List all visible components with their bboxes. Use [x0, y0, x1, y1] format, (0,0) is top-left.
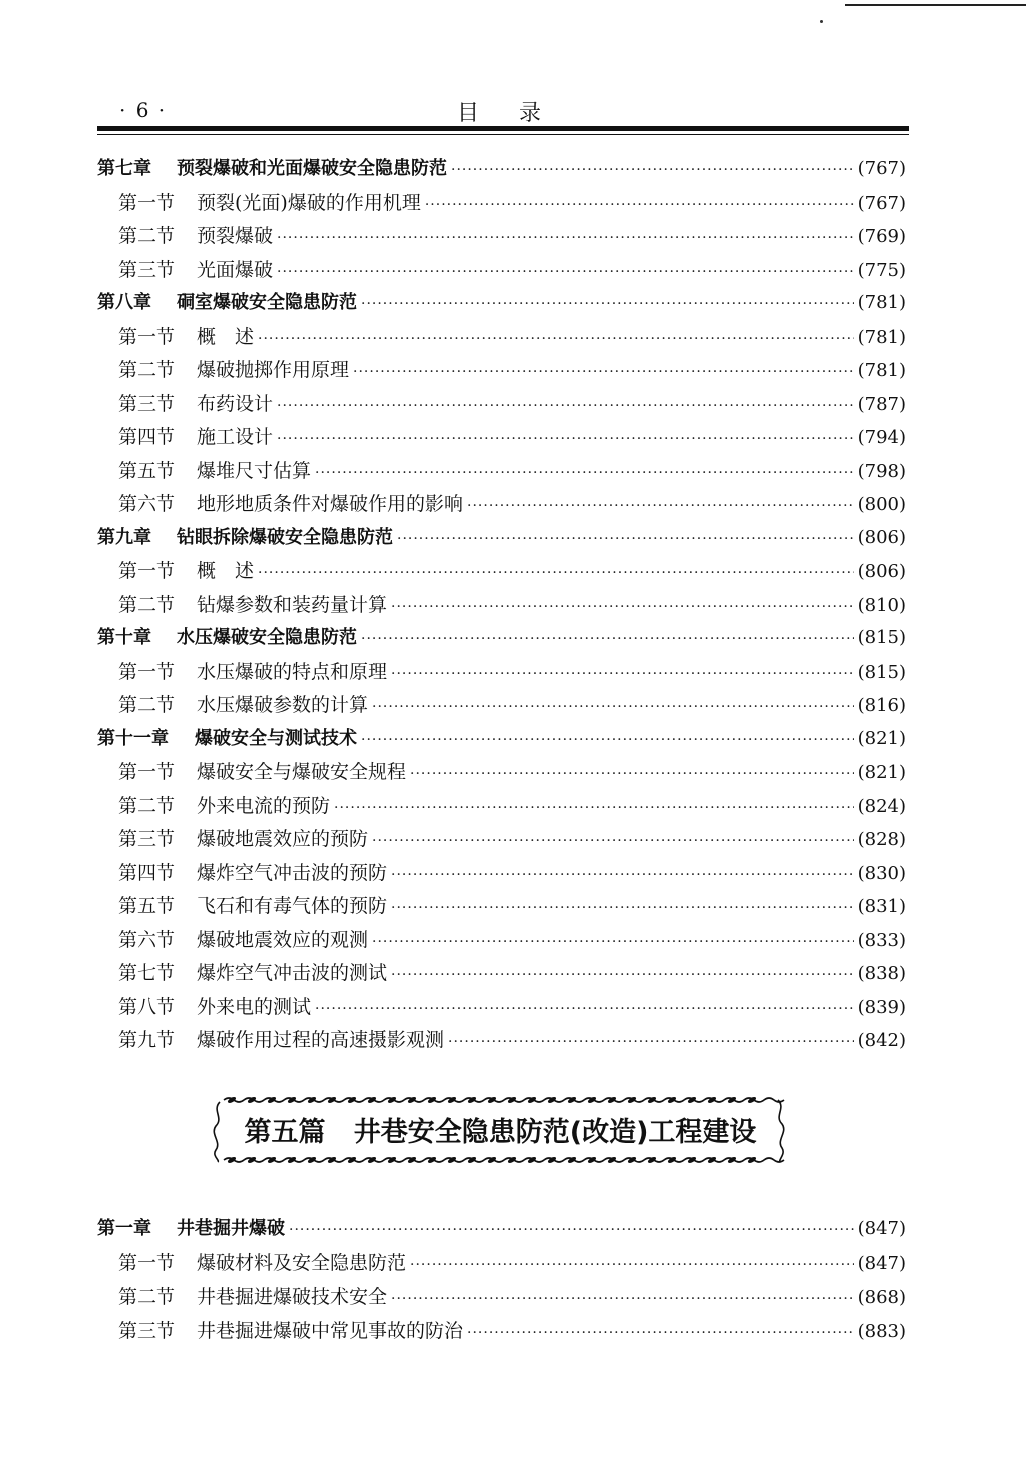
toc-entry-number: 第一节	[118, 325, 176, 348]
toc-entry-title: 爆炸空气冲击波的测试	[197, 962, 388, 984]
scan-speck	[820, 20, 823, 23]
dot-leader	[410, 766, 854, 782]
toc-entry-page: (815)	[857, 661, 906, 683]
toc-section-entry	[118, 891, 906, 921]
toc-entry-number: 第三节	[118, 258, 176, 281]
toc-entry-title: 井巷掘井爆破	[177, 1218, 285, 1239]
dot-leader	[277, 431, 854, 447]
toc-entry-page: (815)	[857, 627, 906, 648]
toc-entry-number: 第四节	[118, 426, 176, 448]
toc-entry-number: 第二节	[118, 794, 176, 817]
dot-leader	[410, 1257, 854, 1273]
toc-entry-page: (847)	[857, 1253, 906, 1274]
toc-section-entry	[118, 221, 906, 251]
toc-entry-number: 第一节	[118, 660, 176, 683]
toc-entry-number: 第六节	[118, 493, 176, 515]
toc-section-entry	[118, 992, 906, 1022]
toc-entry-title: 水压爆破安全隐患防范	[177, 627, 357, 648]
toc-section-entry	[118, 456, 906, 486]
toc-entry-number: 第八章	[97, 292, 151, 313]
toc-entry-page: (767)	[857, 192, 906, 214]
toc-entry-title: 井巷掘进爆破技术安全	[197, 1286, 388, 1308]
toc-entry-page: (842)	[857, 1030, 906, 1051]
dot-leader	[361, 732, 854, 748]
toc-entry-number: 第七节	[118, 962, 176, 984]
dot-leader	[467, 1325, 854, 1341]
toc-entry-title: 爆破作用过程的高速摄影观测	[197, 1029, 445, 1051]
toc-entry-page: (883)	[857, 1321, 906, 1342]
toc-entry-title: 概 述	[197, 325, 255, 348]
toc-entry-page: (806)	[857, 526, 906, 548]
dot-leader	[391, 1291, 854, 1307]
toc-entry-number: 第一章	[97, 1218, 151, 1239]
toc-entry-number: 第六节	[118, 928, 176, 951]
toc-entry-title: 预裂(光面)爆破的作用机理	[197, 191, 421, 214]
part-number: 第五篇	[244, 1117, 326, 1148]
dot-leader	[391, 967, 854, 983]
toc-entry-page: (781)	[857, 292, 906, 313]
dot-leader	[425, 197, 854, 213]
dot-leader	[258, 565, 854, 581]
toc-entry-page: (767)	[857, 158, 906, 179]
toc-entry-number: 第一节	[118, 560, 176, 582]
toc-entry-page: (781)	[857, 360, 906, 381]
dot-leader	[448, 1034, 854, 1050]
toc-section-entry	[118, 1025, 906, 1055]
dot-leader	[391, 900, 854, 916]
header-rule-thick	[97, 126, 909, 131]
toc-entry-page: (781)	[857, 326, 906, 348]
toc-entry-title: 钻爆参数和装药量计算	[197, 593, 388, 616]
toc-entry-page: (800)	[857, 494, 906, 515]
toc-entry-page: (775)	[857, 259, 906, 281]
toc-entry-title: 井巷掘进爆破中常见事故的防治	[197, 1320, 464, 1342]
toc-entry-page: (787)	[857, 393, 906, 415]
toc-section-entry	[118, 690, 906, 720]
toc-entry-page: (824)	[857, 795, 906, 817]
toc-entry-page: (794)	[857, 427, 906, 448]
toc-entry-title: 施工设计	[197, 426, 274, 448]
toc-section-entry	[118, 657, 906, 687]
toc-section-entry	[118, 925, 906, 955]
toc-entry-title: 爆破地震效应的观测	[197, 928, 369, 951]
toc-entry-number: 第二节	[118, 359, 176, 381]
toc-entry-title: 外来电流的预防	[197, 794, 331, 817]
toc-entry-title: 爆破地震效应的预防	[197, 828, 369, 850]
dot-leader	[372, 934, 854, 950]
dot-leader	[372, 699, 854, 715]
toc-entry-title: 水压爆破的特点和原理	[197, 660, 388, 683]
part-heading	[228, 1110, 773, 1149]
toc-entry-title: 光面爆破	[197, 258, 274, 281]
dot-leader	[277, 398, 854, 414]
dot-leader	[397, 531, 854, 547]
toc-entry-page: (830)	[857, 862, 906, 884]
toc-section-entry	[118, 590, 906, 620]
toc-entry-page: (816)	[857, 695, 906, 716]
toc-entry-title: 预裂爆破	[197, 225, 274, 247]
toc-entry-title: 爆破安全与测试技术	[195, 727, 357, 749]
toc-entry-title: 飞石和有毒气体的预防	[197, 895, 388, 917]
toc-section-entry	[118, 824, 906, 854]
dot-leader	[277, 264, 854, 280]
toc-section-entry	[118, 757, 906, 787]
toc-entry-number: 第二节	[118, 1286, 176, 1308]
page-header	[97, 92, 909, 126]
toc-entry-page: (833)	[857, 929, 906, 951]
dot-leader	[277, 230, 854, 246]
dot-leader	[334, 800, 854, 816]
scan-edge-rule	[845, 4, 1026, 6]
toc-entry-number: 第二节	[118, 694, 176, 716]
toc-entry-number: 第十章	[97, 627, 151, 648]
toc-section-entry	[118, 489, 906, 519]
toc-section-entry	[118, 1248, 906, 1278]
toc-entry-title: 硐室爆破安全隐患防范	[177, 292, 357, 313]
toc-entry-title: 外来电的测试	[197, 995, 312, 1018]
toc-entry-page: (806)	[857, 561, 906, 582]
toc-entry-number: 第一节	[118, 1252, 176, 1274]
toc-entry-title: 钻眼拆除爆破安全隐患防范	[177, 526, 393, 548]
toc-entry-page: (847)	[857, 1218, 906, 1239]
toc-entry-page: (821)	[857, 727, 906, 749]
dot-leader	[467, 498, 854, 514]
dot-leader	[361, 631, 854, 647]
toc-entry-page: (769)	[857, 226, 906, 247]
toc-section-entry	[118, 188, 906, 218]
header-rule-thin	[97, 134, 909, 135]
toc-entry-number: 第十一章	[97, 727, 169, 749]
toc-section-entry	[118, 422, 906, 452]
dot-leader	[451, 162, 854, 178]
toc-entry-number: 第八节	[118, 995, 176, 1018]
toc-entry-page: (821)	[857, 762, 906, 783]
toc-entry-number: 第九章	[97, 526, 151, 548]
toc-entry-page: (810)	[857, 594, 906, 616]
toc-entry-number: 第三节	[118, 828, 176, 850]
toc-entry-number: 第七章	[97, 158, 151, 179]
toc-entry-title: 布药设计	[197, 392, 274, 415]
toc-section-entry	[118, 858, 906, 888]
dot-leader	[391, 666, 854, 682]
toc-entry-number: 第五节	[118, 895, 176, 917]
dot-leader	[258, 331, 854, 347]
toc-section-entry	[118, 355, 906, 385]
toc-entry-title: 爆破材料及安全隐患防范	[197, 1252, 407, 1274]
part-title: 井巷安全隐患防范(改造)工程建设	[353, 1117, 757, 1148]
toc-section-entry	[118, 389, 906, 419]
toc-section-entry	[118, 556, 906, 586]
toc-entry-number: 第四节	[118, 861, 176, 884]
toc-chapter-entry	[97, 1214, 906, 1244]
dot-leader	[372, 833, 854, 849]
page-number: · 6 ·	[119, 98, 168, 122]
toc-section-entry	[118, 791, 906, 821]
toc-entry-page: (831)	[857, 896, 906, 917]
toc-entry-title: 爆炸空气冲击波的预防	[197, 861, 388, 884]
toc-entry-page: (839)	[857, 996, 906, 1018]
toc-chapter-entry	[97, 288, 906, 318]
toc-entry-number: 第三节	[118, 1320, 176, 1342]
dot-leader	[315, 1001, 854, 1017]
toc-entry-title: 水压爆破参数的计算	[197, 694, 369, 716]
dot-leader	[391, 867, 854, 883]
dot-leader	[289, 1222, 854, 1238]
toc-entry-title: 爆破抛掷作用原理	[197, 359, 350, 381]
toc-chapter-entry	[97, 724, 906, 754]
toc-entry-number: 第三节	[118, 392, 176, 415]
toc-entry-number: 第一节	[118, 761, 176, 783]
toc-chapter-entry	[97, 523, 906, 553]
toc-entry-page: (798)	[857, 460, 906, 482]
dot-leader	[353, 364, 854, 380]
toc-entry-number: 第九节	[118, 1029, 176, 1051]
toc-entry-title: 爆破安全与爆破安全规程	[197, 761, 407, 783]
dot-leader	[361, 296, 854, 312]
toc-section-entry	[118, 1316, 906, 1346]
toc-chapter-entry	[97, 154, 906, 184]
toc-entry-title: 预裂爆破和光面爆破安全隐患防范	[177, 158, 447, 179]
toc-section-entry	[118, 255, 906, 285]
part-banner	[210, 1090, 788, 1170]
running-title: 目录	[457, 101, 582, 126]
dot-leader	[315, 465, 854, 481]
toc-section-entry	[118, 958, 906, 988]
toc-entry-number: 第二节	[118, 593, 176, 616]
dot-leader	[391, 599, 854, 615]
toc-entry-number: 第五节	[118, 459, 176, 482]
toc-entry-title: 爆堆尺寸估算	[197, 459, 312, 482]
toc-entry-number: 第二节	[118, 225, 176, 247]
toc-entry-page: (868)	[857, 1287, 906, 1308]
toc-entry-title: 地形地质条件对爆破作用的影响	[197, 493, 464, 515]
toc-entry-page: (838)	[857, 963, 906, 984]
toc-entry-title: 概 述	[197, 560, 255, 582]
toc-section-entry	[118, 322, 906, 352]
toc-entry-page: (828)	[857, 829, 906, 850]
toc-chapter-entry	[97, 623, 906, 653]
toc-entry-number: 第一节	[118, 191, 176, 214]
toc-section-entry	[118, 1282, 906, 1312]
